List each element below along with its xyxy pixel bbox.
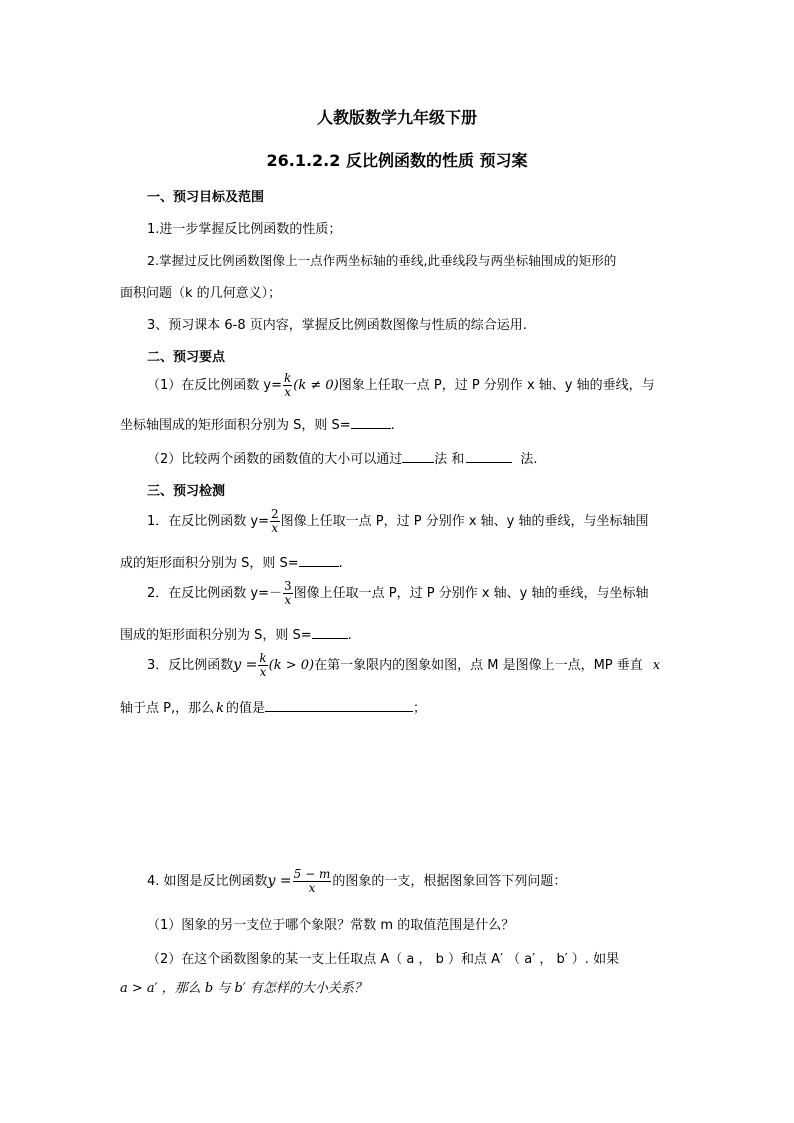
question-4-sub-2: （2）在这个函数图象的某一支上任取点 A（ a ， b ）和点 A′ （ a′ ， b′ ）. 如果 [147, 952, 620, 967]
text: 坐标轴围成的矩形面积分别为 S，则 S= [120, 418, 351, 433]
answer-blank[interactable] [466, 451, 512, 463]
key-point-2 [147, 448, 538, 467]
question-4-line-3: a > a′ ，那么 b 与 b′ 有怎样的大小关系？ [120, 981, 367, 996]
math-x: x [652, 658, 661, 673]
text: . [390, 418, 395, 433]
fraction-3-over-x [283, 580, 293, 607]
text: 法. [520, 452, 538, 467]
page-subtitle: 26.1.2.2 反比例函数的性质 预习案 [266, 151, 528, 170]
section-heading-check: 三、预习检测 [147, 484, 226, 499]
question-2-line-2 [120, 624, 352, 643]
denominator: x [293, 881, 332, 895]
text: 的值是 [226, 701, 266, 716]
question-2-line-1 [147, 580, 649, 607]
question-3-line-2 [120, 697, 426, 716]
text: 图象上任取一点 P，过 P 分别作 x 轴、y 轴的垂线，与 [338, 378, 655, 393]
text: . [338, 556, 343, 571]
text: 2．在反比例函数 y=－ [147, 586, 282, 601]
fraction-2-over-x [270, 508, 280, 535]
numerator: k [259, 651, 267, 665]
text: 在第一象限内的图象如图，点 M 是图像上一点，MP 垂直 [314, 658, 643, 673]
answer-blank[interactable] [402, 451, 434, 463]
text: 围成的矩形面积分别为 S，则 S= [120, 628, 312, 643]
section-heading-key-points: 二、预习要点 [147, 350, 226, 365]
denominator: x [259, 665, 267, 679]
key-point-1-line-2 [120, 414, 395, 433]
numerator: 3 [284, 579, 292, 593]
section-heading-goals: 一、预习目标及范围 [147, 190, 265, 205]
math-y: y = [233, 657, 258, 673]
condition: (k ≠ 0) [293, 378, 339, 393]
text: （2）比较两个函数的函数值的大小可以通过 [147, 452, 403, 467]
text: 图像上任取一点 P，过 P 分别作 x 轴、y 轴的垂线，与坐标轴 [293, 586, 649, 601]
goal-item-3: 3、预习课本 6-8 页内容，掌握反比例函数图像与性质的综合运用. [147, 318, 527, 333]
answer-blank[interactable] [312, 627, 348, 639]
text: 3．反比例函数 [147, 658, 234, 673]
condition: (k > 0) [268, 658, 315, 673]
goal-item-2-line-1: 2.掌握过反比例函数图像上一点作两坐标轴的垂线,此垂线段与两坐标轴围成的矩形的 [147, 253, 617, 268]
text: 4. 如图是反比例函数 [147, 874, 268, 889]
goal-item-2-line-2: 面积问题（k 的几何意义）； [120, 286, 282, 301]
text: 的图象的一支，根据图象回答下列问题： [332, 874, 567, 889]
question-4-sub-1: （1）图象的另一支位于哪个象限？常数 m 的取值范围是什么？ [147, 918, 515, 933]
math-k: k [216, 701, 224, 716]
text: . [347, 628, 352, 643]
page-title: 人教版数学九年级下册 [316, 108, 477, 127]
denominator: x [284, 385, 292, 399]
numerator: 2 [271, 507, 279, 521]
denominator: x [284, 593, 292, 607]
text: 成的矩形面积分别为 S，则 S= [120, 556, 299, 571]
key-point-1-line-1 [147, 372, 655, 399]
text: 法 和 [434, 452, 465, 467]
math-y: y = [267, 873, 292, 889]
answer-blank[interactable] [351, 417, 391, 429]
question-1-line-2 [120, 552, 343, 571]
goal-item-1: 1.进一步掌握反比例函数的性质； [147, 222, 342, 237]
question-3-line-1 [147, 652, 660, 679]
answer-blank[interactable] [265, 700, 413, 712]
fraction-k-over-x [283, 372, 292, 399]
answer-blank[interactable] [299, 555, 339, 567]
text: 图像上任取一点 P，过 P 分别作 x 轴、y 轴的垂线，与坐标轴围 [280, 514, 649, 529]
text: （1）在反比例函数 y= [147, 378, 282, 393]
question-4-line-1 [147, 868, 566, 895]
text: 轴于点 P,，那么 [120, 701, 215, 716]
numerator: 5 − m [293, 867, 331, 881]
text: ； [413, 701, 427, 716]
fraction-k-over-x [258, 652, 267, 679]
question-1-line-1 [147, 508, 649, 535]
fraction-5-minus-m-over-x [293, 868, 332, 895]
denominator: x [271, 521, 279, 535]
text: 1．在反比例函数 y= [147, 514, 269, 529]
numerator: k [284, 371, 292, 385]
